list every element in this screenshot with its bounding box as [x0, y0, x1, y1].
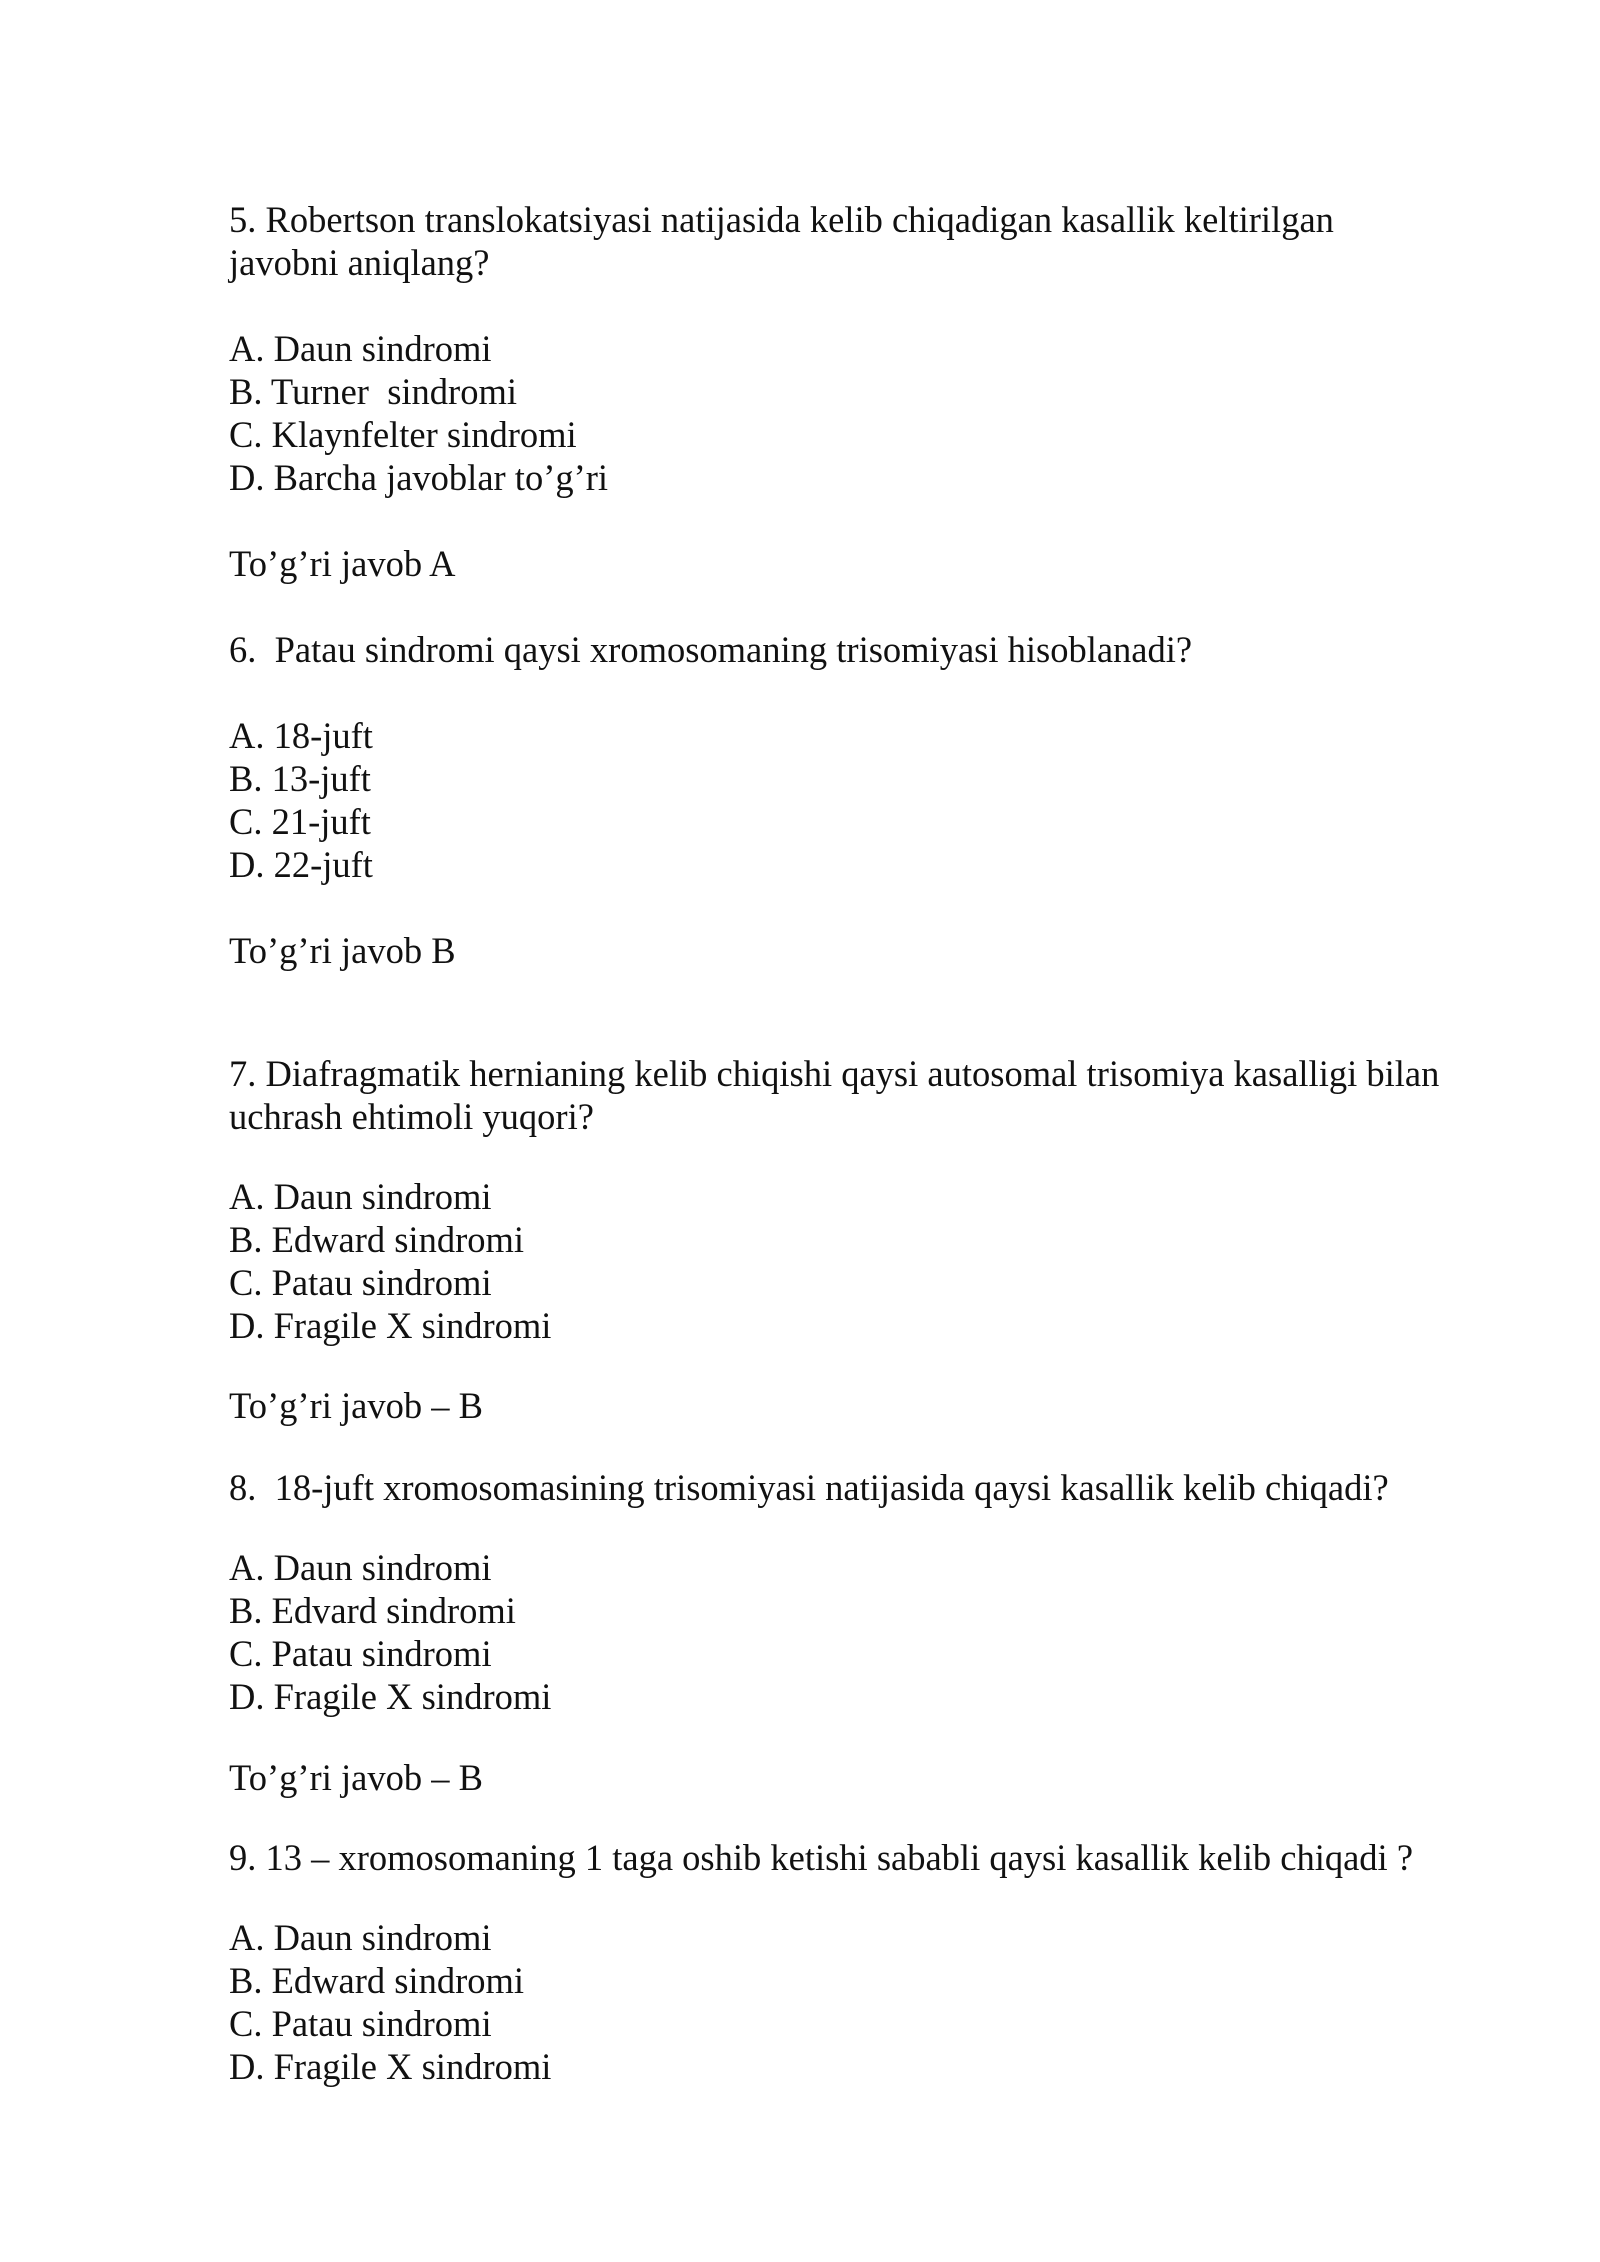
question-6-option-b: B. 13-juft [229, 758, 371, 799]
question-5-line-2: javobni aniqlang? [229, 242, 490, 283]
question-5-option-c: C. Klaynfelter sindromi [229, 414, 577, 455]
question-8-answer: To’g’ri javob – B [229, 1757, 483, 1798]
question-5-option-b: B. Turner sindromi [229, 371, 517, 412]
question-7-answer: To’g’ri javob – B [229, 1385, 483, 1426]
question-6-answer: To’g’ri javob B [229, 930, 456, 971]
question-9-option-b: B. Edward sindromi [229, 1960, 525, 2001]
question-5-option-a: A. Daun sindromi [229, 328, 492, 369]
question-7-option-a: A. Daun sindromi [229, 1176, 492, 1217]
question-7-option-c: C. Patau sindromi [229, 1262, 492, 1303]
question-9-option-a: A. Daun sindromi [229, 1917, 492, 1958]
question-7-line-1: 7. Diafragmatik hernianing kelib chiqishi qaysi autosomal trisomiya kasalligi bilan [229, 1053, 1440, 1094]
question-6-option-c: C. 21-juft [229, 801, 371, 842]
question-5-option-d: D. Barcha javoblar to’g’ri [229, 457, 609, 498]
question-8-option-d: D. Fragile X sindromi [229, 1676, 552, 1717]
question-6-line-1: 6. Patau sindromi qaysi xromosomaning trisomiyasi hisoblanadi? [229, 629, 1193, 670]
question-9-line-1: 9. 13 – xromosomaning 1 taga oshib ketishi sababli qaysi kasallik kelib chiqadi ? [229, 1837, 1414, 1878]
question-5-answer: To’g’ri javob A [229, 543, 456, 584]
question-8-option-b: B. Edvard sindromi [229, 1590, 516, 1631]
question-8-option-c: C. Patau sindromi [229, 1633, 492, 1674]
question-8-option-a: A. Daun sindromi [229, 1547, 492, 1588]
question-7-line-2: uchrash ehtimoli yuqori? [229, 1096, 594, 1137]
question-6-option-a: A. 18-juft [229, 715, 373, 756]
question-9-option-d: D. Fragile X sindromi [229, 2046, 552, 2087]
question-7-option-d: D. Fragile X sindromi [229, 1305, 552, 1346]
question-9-option-c: C. Patau sindromi [229, 2003, 492, 2044]
question-8-line-1: 8. 18-juft xromosomasining trisomiyasi natijasida qaysi kasallik kelib chiqadi? [229, 1467, 1389, 1508]
question-5-line-1: 5. Robertson translokatsiyasi natijasida kelib chiqadigan kasallik keltirilgan [229, 199, 1334, 240]
question-6-option-d: D. 22-juft [229, 844, 373, 885]
question-7-option-b: B. Edward sindromi [229, 1219, 525, 1260]
